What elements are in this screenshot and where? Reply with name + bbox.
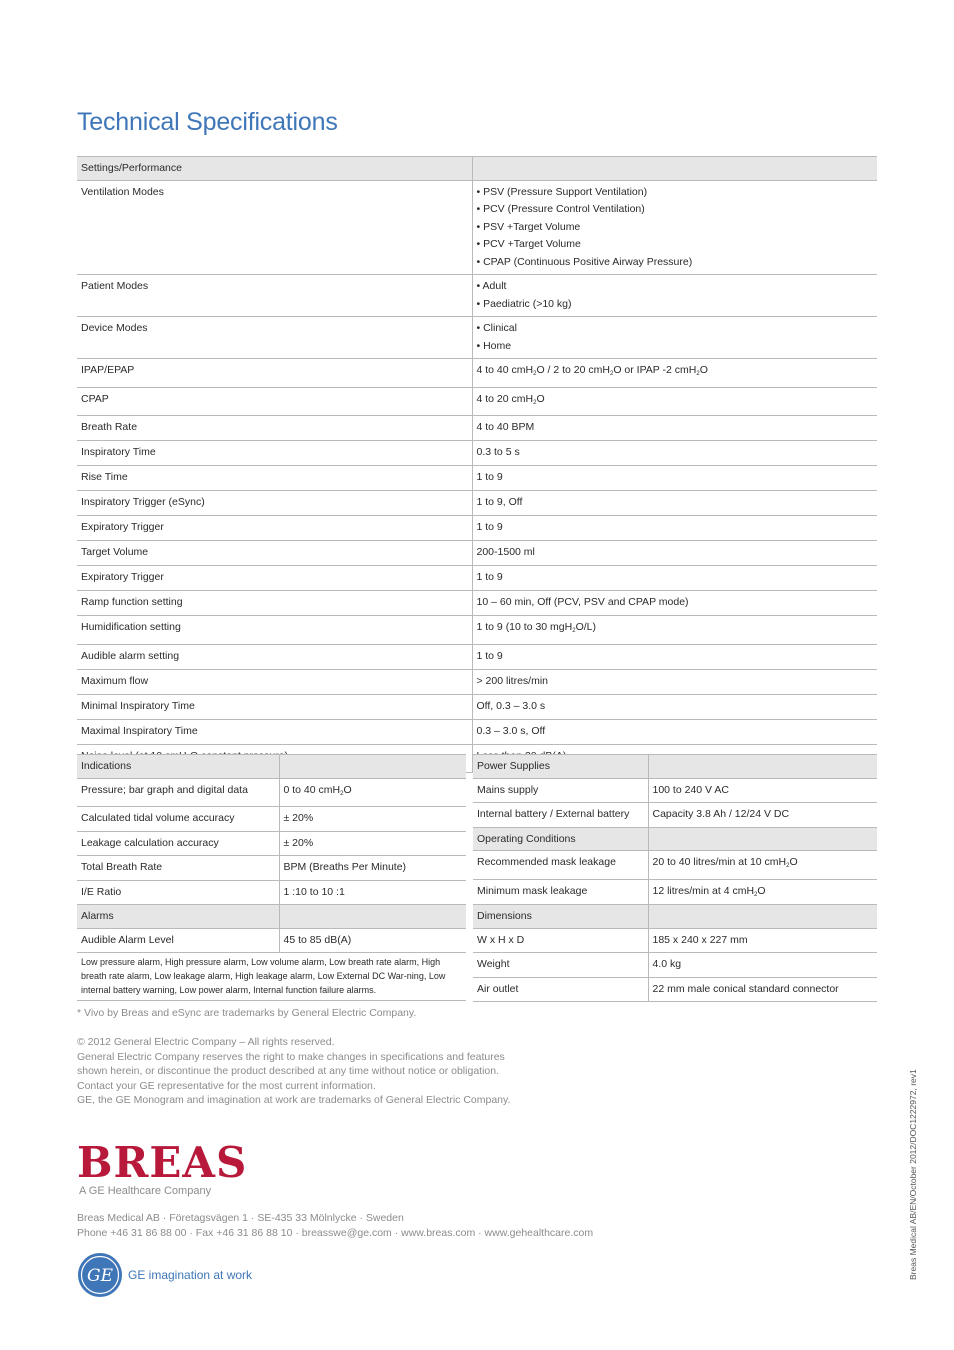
alarm-list-row: [77, 953, 466, 1001]
header-cell: [648, 827, 877, 851]
table-row: [77, 778, 466, 807]
row-label: Ventilation Modes: [77, 180, 472, 275]
row-label: IPAP/EPAP: [77, 359, 472, 388]
operating-conditions-header: [473, 827, 877, 851]
table-row: [473, 928, 877, 953]
row-label: Internal battery / External battery: [473, 803, 648, 828]
alarms-header: [77, 905, 466, 929]
row-label: Audible Alarm Level: [77, 928, 279, 953]
row-label: Patient Modes: [77, 275, 472, 317]
document-code: Breas Medical AB/EN/October 2012/DOC1222972, rev1: [908, 1069, 918, 1280]
header-cell: [648, 755, 877, 779]
table-row: [77, 719, 877, 744]
row-value: 12 litres/min at 4 cmH$_2$O: [648, 879, 877, 908]
indications-header: [77, 755, 466, 779]
row-value: 1 to 9: [472, 516, 877, 541]
table-row: [77, 694, 877, 719]
ge-monogram-text: GE: [87, 1266, 113, 1286]
settings-performance-table: [77, 156, 877, 773]
row-value: 22 mm male conical standard connector: [648, 977, 877, 1002]
row-value: [472, 180, 877, 275]
trademark-footnote: * Vivo by Breas and eSync are trademarks by General Electric Company.: [77, 1007, 417, 1019]
row-label: Expiratory Trigger: [77, 516, 472, 541]
row-label: CPAP: [77, 387, 472, 416]
bullet-item: • CPAP (Continuous Positive Airway Pressure): [476, 255, 693, 268]
row-value: 10 – 60 min, Off (PCV, PSV and CPAP mode): [472, 591, 877, 616]
row-value: [472, 317, 877, 359]
row-label: Inspiratory Time: [77, 441, 472, 466]
row-label: Expiratory Trigger: [77, 566, 472, 591]
address-line: Phone +46 31 86 88 00 · Fax +46 31 86 88 10 · breasswe@ge.com · www.breas.com · www.gehealthcare.com: [77, 1226, 594, 1239]
legal-line: General Electric Company reserves the right to make changes in specifications and features: [77, 1050, 505, 1063]
table-row: [77, 416, 877, 441]
table-row: [77, 275, 877, 317]
row-label: Target Volume: [77, 541, 472, 566]
table-row: [77, 516, 877, 541]
legal-line: Contact your GE representative for the most current information.: [77, 1079, 376, 1092]
table-row: [473, 803, 877, 828]
row-label: Recommended mask leakage: [473, 851, 648, 880]
indications-table: [77, 754, 466, 905]
row-value: ± 20%: [279, 831, 466, 856]
row-value: [472, 275, 877, 317]
header-cell: Settings/Performance: [77, 157, 472, 181]
company-address: [77, 1211, 593, 1240]
table-row: [473, 953, 877, 978]
row-label: Rise Time: [77, 466, 472, 491]
legal-line: © 2012 General Electric Company – All rights reserved.: [77, 1036, 335, 1048]
table-row: [77, 644, 877, 669]
row-label: Total Breath Rate: [77, 856, 279, 881]
row-value: 45 to 85 dB(A): [279, 928, 466, 953]
header-cell: Alarms: [77, 905, 279, 929]
row-value: Off, 0.3 – 3.0 s: [472, 694, 877, 719]
header-cell: [648, 905, 877, 929]
row-label: Minimal Inspiratory Time: [77, 694, 472, 719]
row-label: W x H x D: [473, 928, 648, 953]
row-value: 185 x 240 x 227 mm: [648, 928, 877, 953]
table-row: [77, 180, 877, 275]
header-cell: [472, 157, 877, 181]
row-value: 1 to 9, Off: [472, 491, 877, 516]
legal-line: shown herein, or discontinue the product described at any time without notice or obligation.: [77, 1065, 499, 1077]
table-row: [77, 591, 877, 616]
bullet-item: • PSV +Target Volume: [476, 220, 581, 233]
bullet-item: • Paediatric (>10 kg): [476, 297, 572, 310]
dimensions-table: [473, 904, 877, 1002]
table-row: [473, 851, 877, 880]
table-row: [77, 566, 877, 591]
row-value: 200-1500 ml: [472, 541, 877, 566]
row-value: 4 to 40 BPM: [472, 416, 877, 441]
page-title: Technical Specifications: [77, 108, 338, 136]
row-value: BPM (Breaths Per Minute): [279, 856, 466, 881]
alarms-table: [77, 904, 466, 1001]
table-row: [473, 778, 877, 803]
row-value: 1 to 9: [472, 466, 877, 491]
breas-logo-subtitle: A GE Healthcare Company: [79, 1185, 212, 1197]
legal-notice: [77, 1035, 510, 1108]
table-row: [77, 807, 466, 832]
row-value: 1 to 9: [472, 644, 877, 669]
table-row: [473, 977, 877, 1002]
row-value: 4 to 40 cmH$_2$O / 2 to 20 cmH$_2$O or IPAP -2 cmH$_2$O: [472, 359, 877, 388]
row-label: Mains supply: [473, 778, 648, 803]
table-row: [77, 616, 877, 645]
row-value: 0.3 to 5 s: [472, 441, 877, 466]
row-label: Device Modes: [77, 317, 472, 359]
table-row: [77, 541, 877, 566]
table-row: [77, 491, 877, 516]
row-label: Humidification setting: [77, 616, 472, 645]
row-value: 0.3 – 3.0 s, Off: [472, 719, 877, 744]
ge-tagline: GE imagination at work: [128, 1268, 253, 1282]
row-label: Calculated tidal volume accuracy: [77, 807, 279, 832]
header-cell: Indications: [77, 755, 279, 779]
bullet-item: • PCV (Pressure Control Ventilation): [476, 203, 645, 215]
row-label: Inspiratory Trigger (eSync): [77, 491, 472, 516]
row-value: > 200 litres/min: [472, 669, 877, 694]
table-row: [77, 441, 877, 466]
table-row: [77, 856, 466, 881]
row-label: Audible alarm setting: [77, 644, 472, 669]
bullet-item: • PSV (Pressure Support Ventilation): [476, 185, 648, 198]
row-label: Air outlet: [473, 977, 648, 1002]
table-row: [77, 359, 877, 388]
header-cell: [279, 755, 466, 779]
row-value: ± 20%: [279, 807, 466, 832]
table-row: [77, 831, 466, 856]
row-label: I/E Ratio: [77, 880, 279, 905]
row-label: Weight: [473, 953, 648, 978]
row-label: Pressure; bar graph and digital data: [77, 778, 279, 807]
table-header: [77, 157, 877, 181]
header-cell: Operating Conditions: [473, 827, 648, 851]
row-value: 1 to 9 (10 to 30 mgH$_2$O/L): [472, 616, 877, 645]
row-value: 0 to 40 cmH$_2$O: [279, 778, 466, 807]
row-label: Maximum flow: [77, 669, 472, 694]
row-value: 4 to 20 cmH$_2$O: [472, 387, 877, 416]
header-cell: [279, 905, 466, 929]
alarm-list: Low pressure alarm, High pressure alarm, Low volume alarm, Low breath rate alarm, High breath rate alarm, Low leakage alarm, High leakage alarm, Low External DC War-ning, Low internal battery warning, Low power alarm, Internal function failure alarms.: [77, 953, 466, 1001]
table-row: [77, 466, 877, 491]
bullet-item: • Clinical: [476, 322, 517, 334]
breas-logo: BREAS: [77, 1138, 248, 1187]
row-value: 1 to 9: [472, 566, 877, 591]
row-label: Minimum mask leakage: [473, 879, 648, 908]
row-value: 1 :10 to 10 :1: [279, 880, 466, 905]
row-label: Maximal Inspiratory Time: [77, 719, 472, 744]
row-value: 100 to 240 V AC: [648, 778, 877, 803]
ge-monogram-icon: [77, 1252, 123, 1298]
table-row: [77, 669, 877, 694]
row-value: 4.0 kg: [648, 953, 877, 978]
table-row: [77, 387, 877, 416]
bullet-item: • PCV +Target Volume: [476, 238, 581, 250]
header-cell: Dimensions: [473, 905, 648, 929]
table-row: [77, 880, 466, 905]
row-label: Ramp function setting: [77, 591, 472, 616]
address-line: Breas Medical AB · Företagsvägen 1 · SE-435 33 Mölnlycke · Sweden: [77, 1212, 404, 1224]
row-label: Breath Rate: [77, 416, 472, 441]
table-row: [77, 928, 466, 953]
bullet-item: • Home: [476, 339, 512, 352]
table-row: [77, 317, 877, 359]
row-label: Leakage calculation accuracy: [77, 831, 279, 856]
power-supplies-header: [473, 755, 877, 779]
power-supplies-table: [473, 754, 877, 908]
header-cell: Power Supplies: [473, 755, 648, 779]
row-value: 20 to 40 litres/min at 10 cmH$_2$O: [648, 851, 877, 880]
legal-line: GE, the GE Monogram and imagination at work are trademarks of General Electric Company.: [77, 1094, 511, 1106]
row-value: Capacity 3.8 Ah / 12/24 V DC: [648, 803, 877, 828]
dimensions-header: [473, 905, 877, 929]
bullet-item: • Adult: [476, 280, 507, 292]
